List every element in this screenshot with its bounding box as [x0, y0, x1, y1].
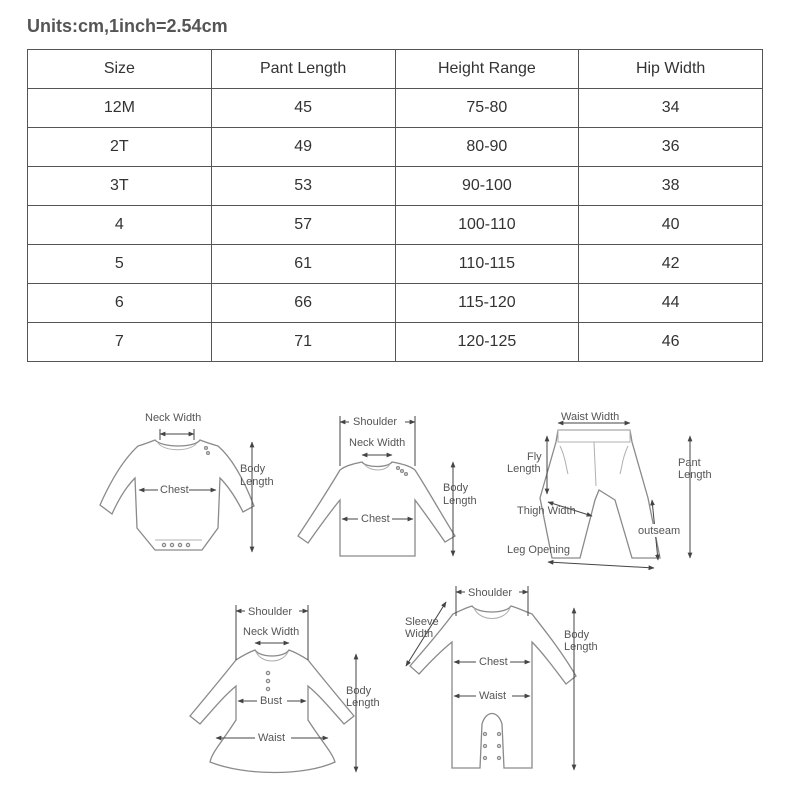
bust-label: Bust [260, 695, 283, 707]
snap-dot [484, 745, 487, 748]
snap-dot [162, 543, 165, 546]
table-row [28, 323, 763, 362]
table-cell-height-range: 115-120 [395, 284, 579, 323]
table-cell-pant-length: 66 [211, 284, 395, 323]
waist-width-label: Waist Width [561, 411, 620, 423]
dress-button [266, 679, 269, 682]
table-cell-pant-length: 71 [211, 323, 395, 362]
body-length-label-line2: Length [346, 697, 380, 709]
romper-neck-rib [474, 608, 510, 619]
table-row [28, 89, 763, 128]
column-header-pant-length: Pant Length [211, 50, 395, 89]
snap-dot [178, 543, 181, 546]
table-row [28, 284, 763, 323]
table-cell-hip-width: 44 [579, 284, 763, 323]
column-header-height-range: Height Range [395, 50, 579, 89]
snap-dot [484, 733, 487, 736]
table-row [28, 128, 763, 167]
table-cell-size: 5 [28, 245, 212, 284]
sleeve-width-label-line1: Sleeve [405, 616, 439, 628]
column-header-hip-width: Hip Width [579, 50, 763, 89]
snap-dot [484, 757, 487, 760]
column-header-size: Size [28, 50, 212, 89]
table-cell-height-range: 90-100 [395, 167, 579, 206]
table-cell-hip-width: 42 [579, 245, 763, 284]
table-cell-pant-length: 45 [211, 89, 395, 128]
shoulder-button [401, 470, 404, 473]
pant-length-label-line1: Pant [678, 457, 701, 469]
table-cell-hip-width: 46 [579, 323, 763, 362]
romper-outline [410, 606, 576, 768]
table-cell-height-range: 120-125 [395, 323, 579, 362]
table-cell-size: 2T [28, 128, 212, 167]
table-cell-height-range: 110-115 [395, 245, 579, 284]
table-cell-size: 12M [28, 89, 212, 128]
neck-width-label: Neck Width [349, 437, 406, 449]
body-length-label-line2: Length [564, 641, 598, 653]
table-cell-size: 6 [28, 284, 212, 323]
table-cell-height-range: 100-110 [395, 206, 579, 245]
snap-dot [498, 757, 501, 760]
sleeve-width-label-line2: Width [405, 628, 434, 640]
dress-diagram [190, 604, 380, 773]
table-cell-pant-length: 57 [211, 206, 395, 245]
table-cell-pant-length: 49 [211, 128, 395, 167]
romper-diagram [405, 585, 598, 770]
table-row [28, 167, 763, 206]
table-cell-hip-width: 38 [579, 167, 763, 206]
shirt-diagram [298, 415, 477, 556]
table-cell-pant-length: 53 [211, 167, 395, 206]
table-cell-hip-width: 36 [579, 128, 763, 167]
body-length-label-line2: Length [240, 476, 274, 488]
snap-dot [186, 543, 189, 546]
leg-opening-arrow [548, 562, 654, 568]
table-cell-size: 3T [28, 167, 212, 206]
shoulder-label: Shoulder [468, 587, 513, 599]
neck-width-label: Neck Width [145, 412, 202, 424]
body-length-label-line1: Body [443, 482, 469, 494]
unit-note: Units:cm,1inch=2.54cm [27, 16, 228, 36]
table-cell-size: 4 [28, 206, 212, 245]
snap-dot [170, 543, 173, 546]
shoulder-button [405, 473, 408, 476]
body-length-label-line1: Body [564, 629, 590, 641]
pants-outline [540, 430, 660, 558]
waist-label: Waist [258, 732, 286, 744]
pants-pocket [560, 446, 568, 474]
table-row [28, 206, 763, 245]
table-cell-height-range: 75-80 [395, 89, 579, 128]
table-cell-size: 7 [28, 323, 212, 362]
shoulder-button [207, 452, 210, 455]
outseam-label: outseam [638, 525, 681, 537]
shoulder-button [397, 467, 400, 470]
waist-label: Waist [479, 690, 507, 702]
dress-outline [190, 650, 354, 773]
table-header-row [28, 50, 763, 89]
chest-label: Chest [160, 484, 189, 496]
measurement-diagrams [0, 390, 800, 800]
body-length-label-line2: Length [443, 495, 477, 507]
pants-pocket [620, 446, 628, 474]
pants-fly-seam [594, 442, 596, 486]
pants-diagram [507, 411, 712, 568]
shoulder-button [205, 447, 208, 450]
leg-opening-label: Leg Opening [507, 544, 570, 556]
table-cell-hip-width: 34 [579, 89, 763, 128]
dress-button [266, 671, 269, 674]
chest-label: Chest [479, 656, 508, 668]
fly-length-label-line2: Length [507, 463, 541, 475]
pants-waistband [558, 430, 630, 442]
shoulder-label: Shoulder [353, 416, 398, 428]
body-length-label-line1: Body [346, 685, 372, 697]
table-cell-height-range: 80-90 [395, 128, 579, 167]
chest-label: Chest [361, 513, 390, 525]
dress-button [266, 687, 269, 690]
snap-dot [498, 733, 501, 736]
size-table [27, 49, 763, 362]
thigh-width-label: Thigh Width [517, 505, 576, 517]
body-length-label-line1: Body [240, 463, 266, 475]
table-cell-pant-length: 61 [211, 245, 395, 284]
pant-length-label-line2: Length [678, 469, 712, 481]
snap-dot [498, 745, 501, 748]
table-cell-hip-width: 40 [579, 206, 763, 245]
shoulder-label: Shoulder [248, 606, 293, 618]
bodysuit-diagram [100, 412, 274, 552]
shirt-outline [298, 462, 455, 556]
fly-length-label-line1: Fly [527, 451, 542, 463]
table-row [28, 245, 763, 284]
neck-width-label: Neck Width [243, 626, 300, 638]
